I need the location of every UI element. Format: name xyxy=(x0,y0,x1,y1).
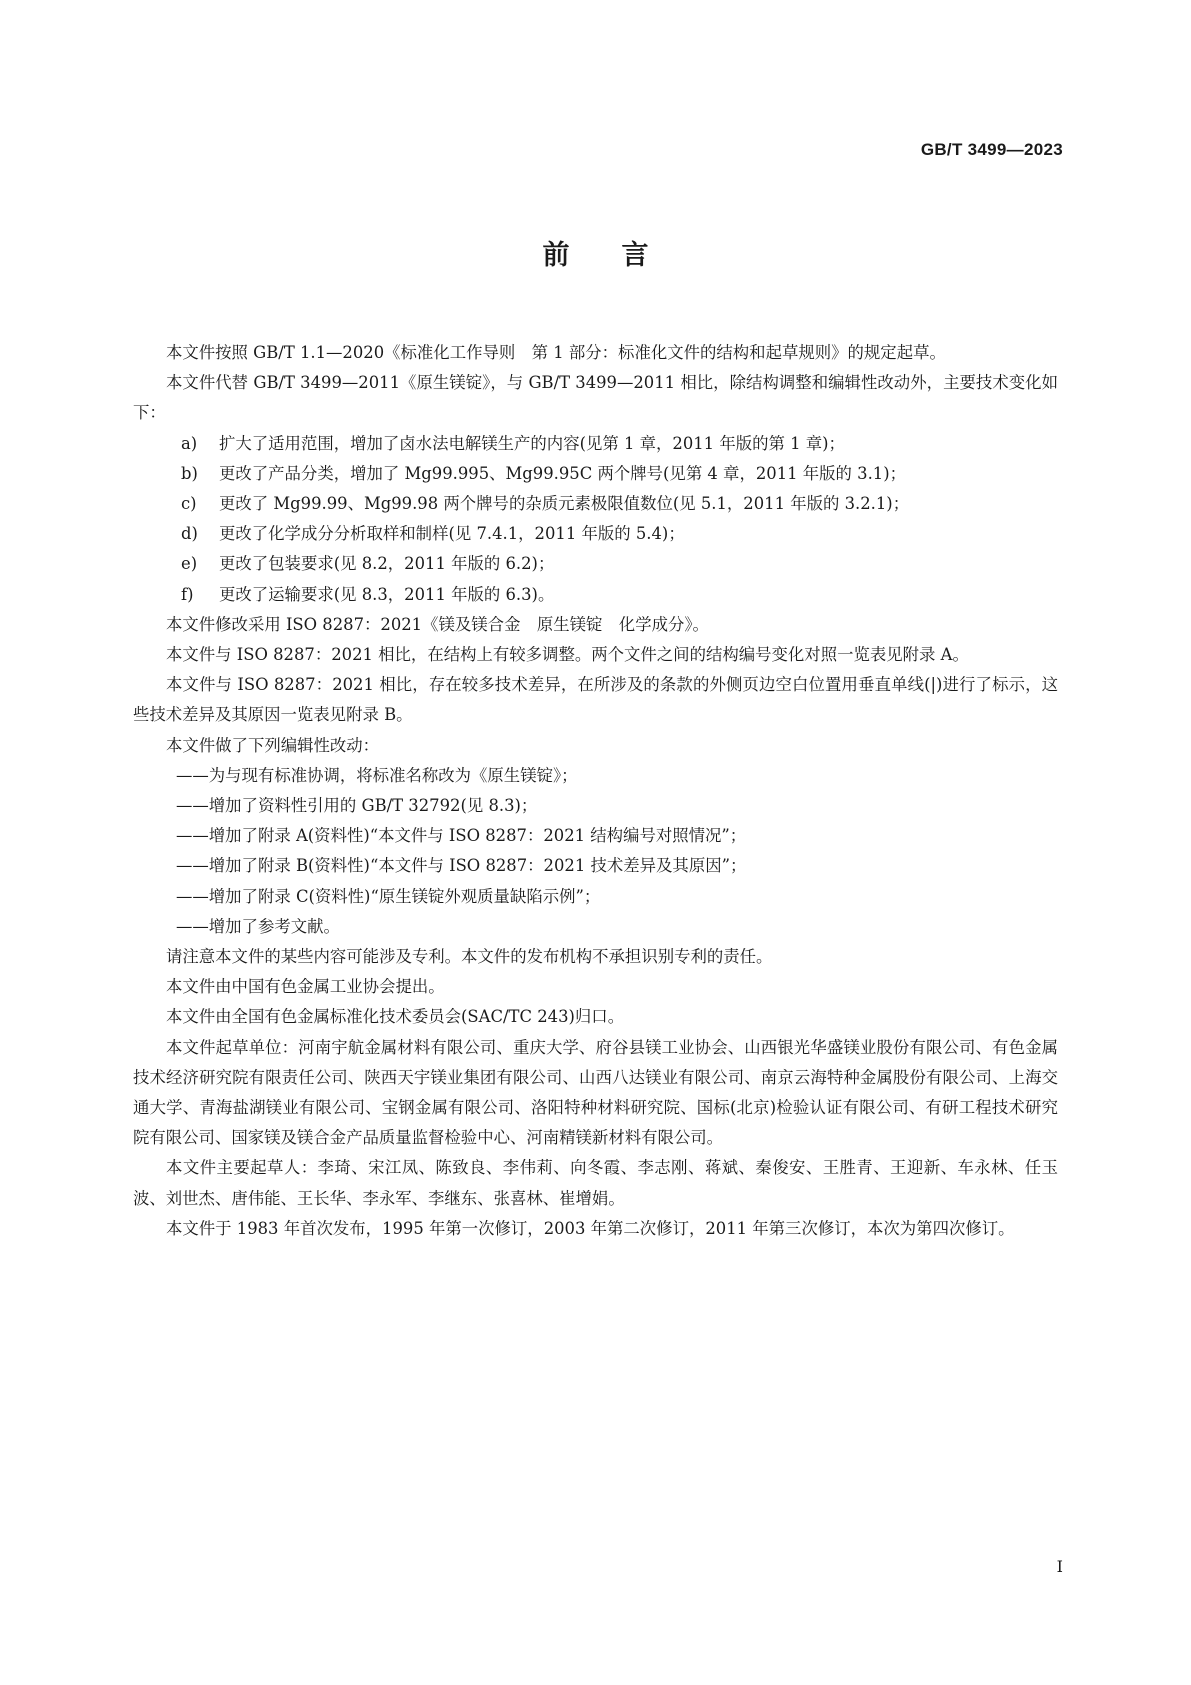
list-item-label: a) xyxy=(181,433,198,453)
list-item-change xyxy=(133,580,1058,610)
foreword-body xyxy=(133,338,1058,1244)
document-code: GB/T 3499—2023 xyxy=(920,140,1063,159)
list-item-text: 更改了运输要求(见 8.3，2011 年版的 6.3)。 xyxy=(219,584,555,604)
list-item-label: b) xyxy=(181,463,198,483)
list-item-text: 更改了产品分类，增加了 Mg99.995、Mg99.95C 两个牌号(见第 4 章，2011 年版的 3.1)； xyxy=(219,463,906,483)
list-item-editorial: ——增加了参考文献。 xyxy=(176,916,340,936)
list-item-change xyxy=(133,459,1058,489)
list-item-label: f) xyxy=(181,584,194,604)
paragraph-technical-differences: 本文件与 ISO 8287：2021 相比，存在较多技术差异，在所涉及的条款的外侧页边空白位置用垂直单线(|)进行了标示，这些技术差异及其原因一览表见附录 B。 xyxy=(133,675,1058,725)
list-item-text: 扩大了适用范围，增加了卤水法电解镁生产的内容(见第 1 章，2011 年版的第 1 章)； xyxy=(219,433,845,453)
paragraph-proposer: 本文件由中国有色金属工业协会提出。 xyxy=(166,977,445,997)
paragraph-structure-changes: 本文件与 ISO 8287：2021 相比，在结构上有较多调整。两个文件之间的结构编号变化对照一览表见附录 A。 xyxy=(166,645,969,665)
list-item-editorial: ——增加了附录 A(资料性)“本文件与 ISO 8287：2021 结构编号对照情况”； xyxy=(176,826,747,846)
list-item-change xyxy=(133,429,1058,459)
list-item-label: d) xyxy=(181,524,198,544)
list-item-label: c) xyxy=(181,494,197,514)
list-item-editorial: ——增加了附录 B(资料性)“本文件与 ISO 8287：2021 技术差异及其原因”； xyxy=(176,856,747,876)
paragraph-drafting-basis: 本文件按照 GB/T 1.1—2020《标准化工作导则 第 1 部分：标准化文件的结构和起草规则》的规定起草。 xyxy=(166,343,946,362)
paragraph-editorial-intro: 本文件做了下列编辑性改动： xyxy=(166,735,380,755)
page-number: I xyxy=(1056,1557,1063,1576)
list-item-text: 更改了 Mg99.99、Mg99.98 两个牌号的杂质元素极限值数位(见 5.1，2011 年版的 3.2.1)； xyxy=(219,494,910,514)
list-item-label: e) xyxy=(181,554,198,574)
paragraph-publication-history: 本文件于 1983 年首次发布，1995 年第一次修订，2003 年第二次修订，2011 年第三次修订，本次为第四次修订。 xyxy=(166,1218,1015,1238)
list-item-editorial: ——增加了附录 C(资料性)“原生镁锭外观质量缺陷示例”； xyxy=(176,886,601,906)
list-item-editorial: ——增加了资料性引用的 GB/T 32792(见 8.3)； xyxy=(176,796,538,816)
paragraph-replacement: 本文件代替 GB/T 3499—2011《原生镁锭》，与 GB/T 3499—2011 相比，除结构调整和编辑性改动外，主要技术变化如下： xyxy=(133,373,1058,423)
list-item-editorial: ——为与现有标准协调，将标准名称改为《原生镁锭》； xyxy=(176,765,578,785)
paragraph-patent-notice: 请注意本文件的某些内容可能涉及专利。本文件的发布机构不承担识别专利的责任。 xyxy=(166,947,773,967)
paragraph-drafters: 本文件主要起草人：李琦、宋江凤、陈致良、李伟莉、向冬霞、李志刚、蒋斌、秦俊安、王胜青、王迎新、车永林、任玉波、刘世杰、唐伟能、王长华、李永军、李继东、张喜林、崔增娟。 xyxy=(133,1158,1058,1208)
list-item-change xyxy=(133,519,1058,549)
list-item-text: 更改了化学成分分析取样和制样(见 7.4.1，2011 年版的 5.4)； xyxy=(219,524,685,544)
list-item-text: 更改了包装要求(见 8.2，2011 年版的 6.2)； xyxy=(219,554,555,574)
list-item-change xyxy=(133,489,1058,519)
paragraph-iso-adoption: 本文件修改采用 ISO 8287：2021《镁及镁合金 原生镁锭 化学成分》。 xyxy=(166,614,709,634)
list-item-change xyxy=(133,549,1058,579)
paragraph-drafting-units: 本文件起草单位：河南宇航金属材料有限公司、重庆大学、府谷县镁工业协会、山西银光华盛镁业股份有限公司、有色金属技术经济研究院有限责任公司、陕西天宇镁业集团有限公司、山西八达镁业有限公司、南京云海特种金属股份有限公司、上海交通大学、青海盐湖镁业有限公司、宝钢金属有限公司、洛阳特种材料研究院、国标(北京)检验认证有限公司、有研工程技术研究院有限公司、国家镁及镁合金产品质量监督检验中心、河南精镁新材料有限公司。 xyxy=(133,1037,1058,1148)
paragraph-technical-committee: 本文件由全国有色金属标准化技术委员会(SAC/TC 243)归口。 xyxy=(166,1007,625,1027)
page-title: 前言 xyxy=(542,240,701,271)
